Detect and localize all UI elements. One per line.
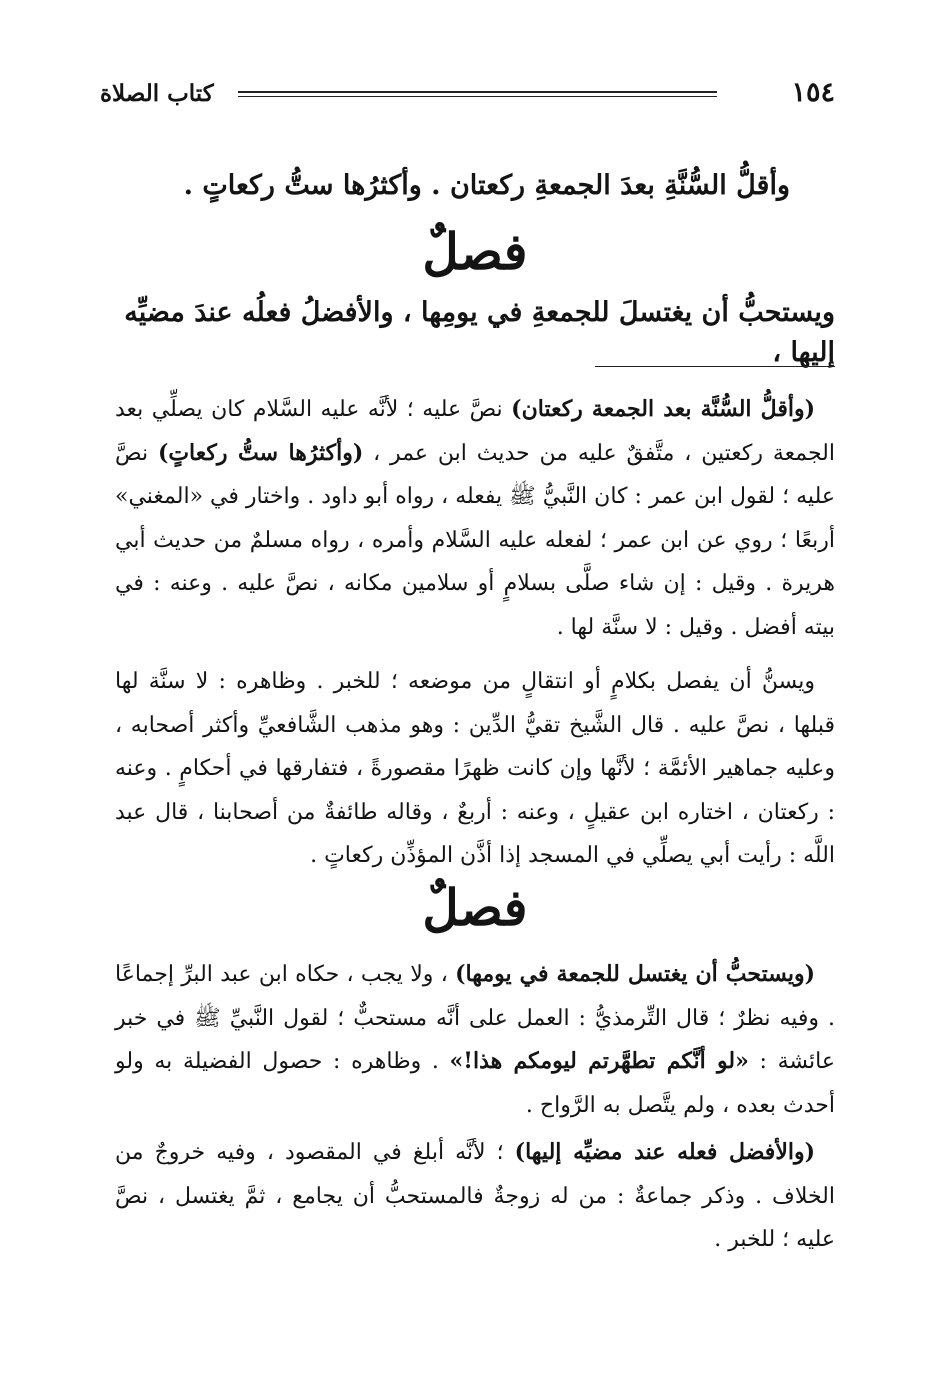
page-number: ١٥٤ [791,77,835,108]
header-rule [238,91,717,97]
hadith-quote: «لو أنَّكم تطهَّرتم ليومكم هذا!» [449,1048,749,1074]
matn-line-2: ويستحبُّ أن يغتسلَ للجمعةِ في يومِها ، والأفضلُ فعلُه عندَ مضيِّه إليها ، [124,297,835,368]
section-heading-fasl-2: فصلٌ [422,878,528,937]
paragraph-text [115,1131,835,1262]
matn-quote: (والأفضل فعله عند مضيِّه إليها) [514,1139,816,1165]
commentary-text: نصَّ عليه ؛ لقول ابن عمر : كان النَّبيُّ ﷺ يفعله ، رواه أبو داود . واختار في «المغني» أربعًا ؛ روي عن ابن عمر ؛ لفعله عليه السَّلام وأمره ، رواه مسلمٌ من حديث أبي هريرة . وقيل : إن شاء صلَّى بسلامٍ أو سلامين مكانه ، نصَّ عليه . وعنه : في بيته أفضل . وقيل : لا سنَّة لها . [115,440,835,640]
page-header [100,76,835,112]
commentary-text: نصَّ عليه ؛ لأنَّه عليه السَّلام كان يصلِّي بعد الجمعة ركعتين ، متَّفقٌ عليه من حديث ابن عمر ، [115,397,835,466]
section-heading-fasl-1: فصلٌ [422,222,528,281]
footnote-separator [595,366,835,367]
matn-line-1: وأقلُّ السُّنَّةِ بعدَ الجمعةِ ركعتان . وأكثرُها ستُّ ركعاتٍ . [183,170,790,201]
commentary-text: ؛ لأنَّه أبلغ في المقصود ، وفيه خروجٌ من الخلاف . وذكر جماعةٌ : من له زوجةٌ فالمستحبُّ أن يجامع ، ثمَّ يغتسل ، نصَّ عليه ؛ للخبر . [115,1140,835,1252]
paragraph-text [115,953,835,1127]
commentary-paragraph-3 [115,953,835,1127]
matn-quote: (ويستحبُّ أن يغتسل للجمعة في يومها) [455,961,815,987]
matn-quote: (وأكثرُها ستُّ ركعاتٍ) [157,439,364,466]
commentary-paragraph-1 [115,388,835,649]
commentary-paragraph-4 [115,1131,835,1262]
running-title: كتاب الصلاة [100,80,214,107]
commentary-text: . وظاهره : حصول الفضيلة به ولو أحدث بعده ، ولم يتَّصل به الرَّواح . [115,1049,835,1118]
commentary-text: ، ولا يجب ، حكاه ابن عبد البرِّ إجماعًا . وفيه نظرٌ ؛ قال التِّرمذيُّ : العمل على أنَّه مستحبٌّ ؛ لقول النَّبيِّ ﷺ في خبر عائشة : [115,962,836,1074]
commentary-paragraph-2 [115,660,835,878]
matn-quote: (وأقلُّ السُّنَّة بعد الجمعة ركعتان) [511,396,815,422]
paragraph-text: ويسنُّ أن يفصل بكلامٍ أو انتقالٍ من موضعه ؛ للخبر . وظاهره : لا سنَّة لها قبلها ، نصَّ عليه . قال الشَّيخ تقيُّ الدِّين : وهو مذهب الشَّافعيِّ وأكثر أصحابه ، وعليه جماهير الأئمَّة ؛ لأنَّها وإن كانت ظهرًا مقصورةً ، فتفارقها في أحكامٍ . وعنه : ركعتان ، اختاره ابن عقيلٍ ، وعنه : أربعٌ ، وقاله طائفةٌ من أصحابنا ، قال عبد اللَّه : رأيت أبي يصلِّي في المسجد إذا أذَّن المؤذِّن ركعاتٍ . [115,669,835,868]
paragraph-text [115,388,835,649]
